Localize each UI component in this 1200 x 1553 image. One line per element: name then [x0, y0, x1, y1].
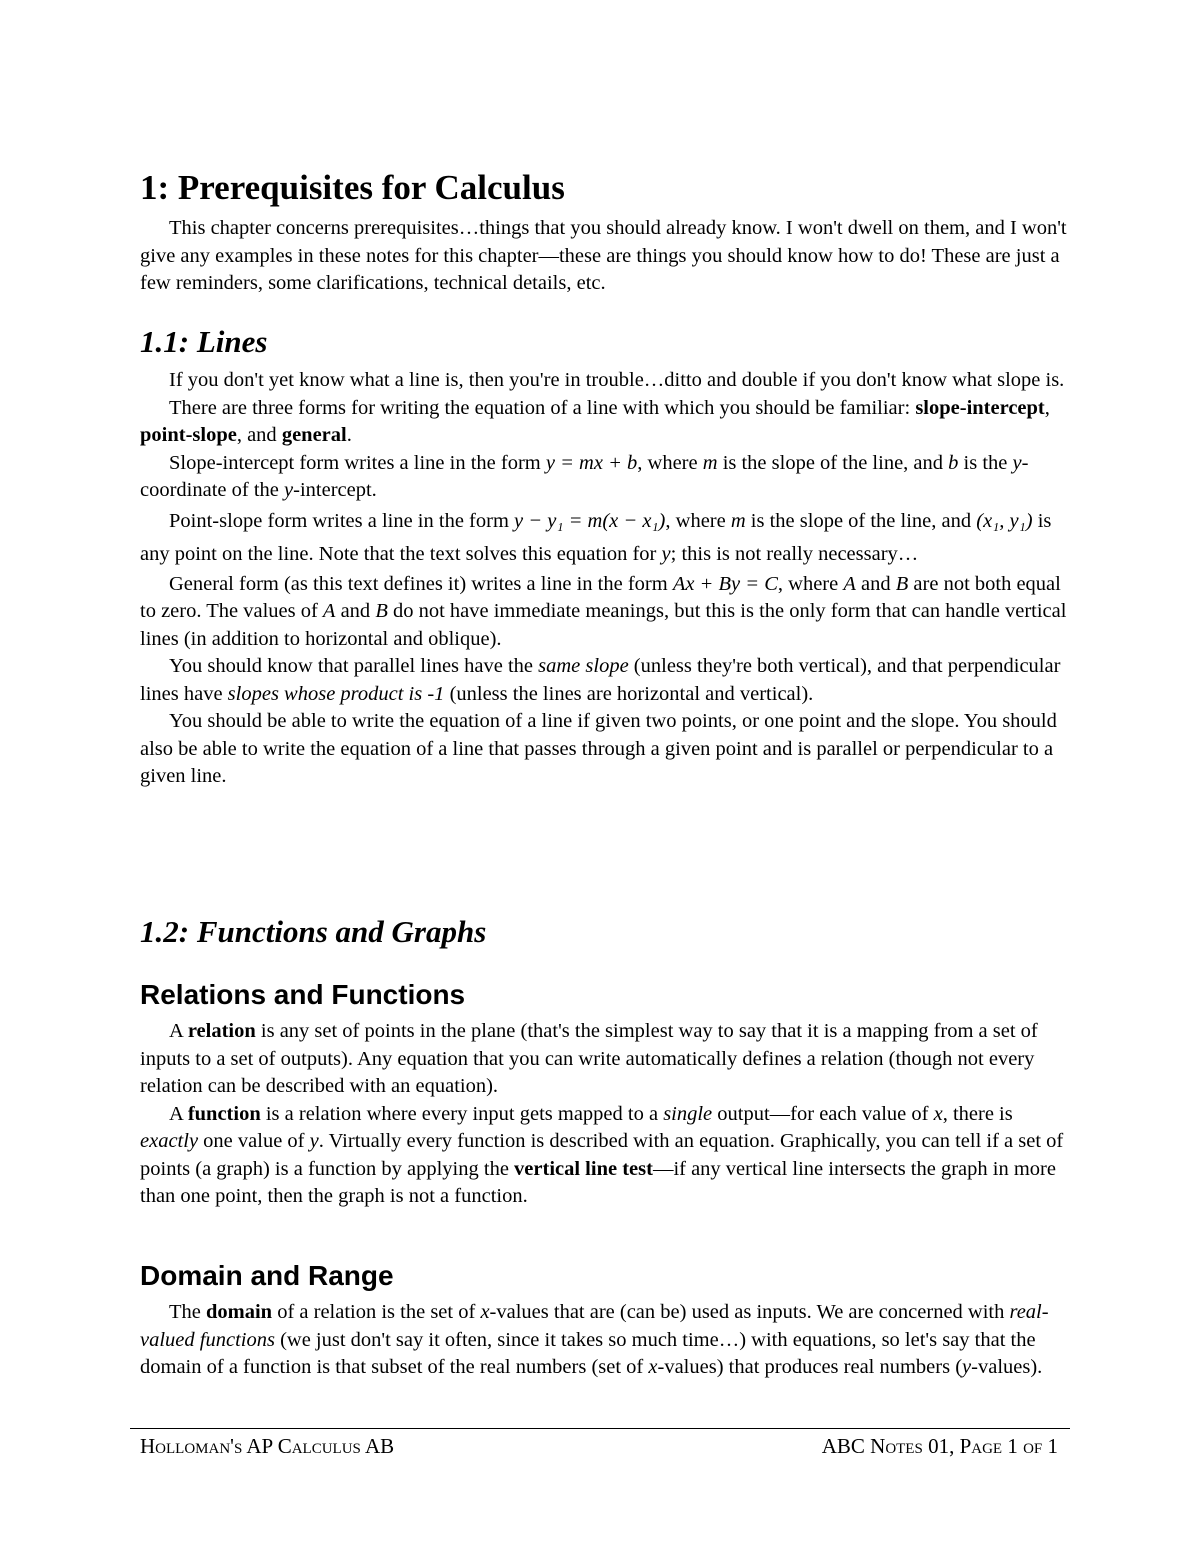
chapter-title: 1: Prerequisites for Calculus [140, 168, 565, 207]
subsection-relations-functions [140, 977, 1070, 1013]
subsection-domain-range [140, 1258, 1070, 1294]
paragraph-relation: A relation is any set of points in the plane (that's the simplest way to say that it is a mapping from a set of inputs to a set of outputs). Any equation that you can write automatically defines a relation (though not every relation can be described with an equation). [140, 1020, 1038, 1097]
paragraph-write-equation: You should be able to write the equation of a line if given two points, or one point and the slope. You should also be able to write the equation of a line that passes through a given point and is parallel or perpendicular to a given line. [140, 710, 1057, 787]
equation-general-form: Ax + By = C [672, 572, 778, 595]
paragraph-parallel-perpendicular: You should know that parallel lines have the same slope (unless they're both vertical), and that perpendicular lines have slopes whose product is -1 (unless the lines are horizontal and vertical). [140, 655, 1061, 705]
equation-slope-intercept: y = mx + b [545, 451, 638, 474]
paragraph-domain: The domain of a relation is the set of x-values that are (can be) used as inputs. We are concerned with real-valued functions (we just don't say it often, since it takes so much time…) with equations, so let's say that the domain of a function is that subset of the real numbers (set of x-values) that produces real numbers (y-values). [140, 1301, 1049, 1378]
point-x1-y1: (x₁, y₁) [976, 509, 1033, 532]
paragraph-function: A function is a relation where every input gets mapped to a single output—for each value of x, there is exactly one value of y. Virtually every function is described with an equation. Graphically, you can tell if a set of points (a graph) is a function by applying the vertical line test—if any vertical line intersects the graph in more than one point, then the graph is not a function. [140, 1102, 1064, 1207]
paragraph-three-forms: There are three forms for writing the equation of a line with which you should be familiar: slope-intercept, point-slope, and general. [140, 396, 1050, 446]
section-1-2 [140, 912, 1070, 952]
footer-page-number: ABC Notes 01, Page 1 of 1 [821, 1434, 1058, 1458]
equation-point-slope: y − y₁ = m(x − x₁) [514, 509, 666, 532]
paragraph-slope-intercept: Slope-intercept form writes a line in the form y = mx + b, where m is the slope of the line, and b is the y-coordinate of the y-intercept. [140, 451, 1029, 501]
section-title-lines: 1.1: Lines [140, 324, 268, 359]
subsection-relations-functions-body [140, 1018, 1070, 1211]
footer-divider [130, 1428, 1070, 1429]
paragraph-line-intro: If you don't yet know what a line is, then you're in trouble…ditto and double if you don't know what slope is. [169, 369, 1065, 391]
chapter-intro: This chapter concerns prerequisites…things that you should already know. I won't dwell on them, and I won't give any examples in these notes for this chapter—these are things you should know how to do! These are just a few reminders, some clarifications, technical details, etc. [140, 217, 1067, 294]
subsection-domain-range-body [140, 1299, 1070, 1382]
paragraph-point-slope: Point-slope form writes a line in the form y − y₁ = m(x − x₁), where m is the slope of the line, and (x₁, y₁) is any point on the line. Note that the text solves this equation for y; this is not really necessary… [140, 509, 1052, 565]
section-title-functions-graphs: 1.2: Functions and Graphs [140, 914, 487, 949]
chapter-intro-block [140, 215, 1070, 298]
section-1-1-body [140, 367, 1070, 791]
paragraph-general-form: General form (as this text defines it) writes a line in the form Ax + By = C, where A and B are not both equal to zero. The values of A and B do not have immediate meanings, but this is the only form that can handle vertical lines (in addition to horizontal and oblique). [140, 572, 1067, 650]
subsection-title-relations-functions: Relations and Functions [140, 979, 466, 1010]
footer-course-title: Holloman's AP Calculus AB [140, 1434, 395, 1458]
section-1-1 [140, 322, 1070, 362]
subsection-title-domain-range: Domain and Range [140, 1260, 394, 1291]
